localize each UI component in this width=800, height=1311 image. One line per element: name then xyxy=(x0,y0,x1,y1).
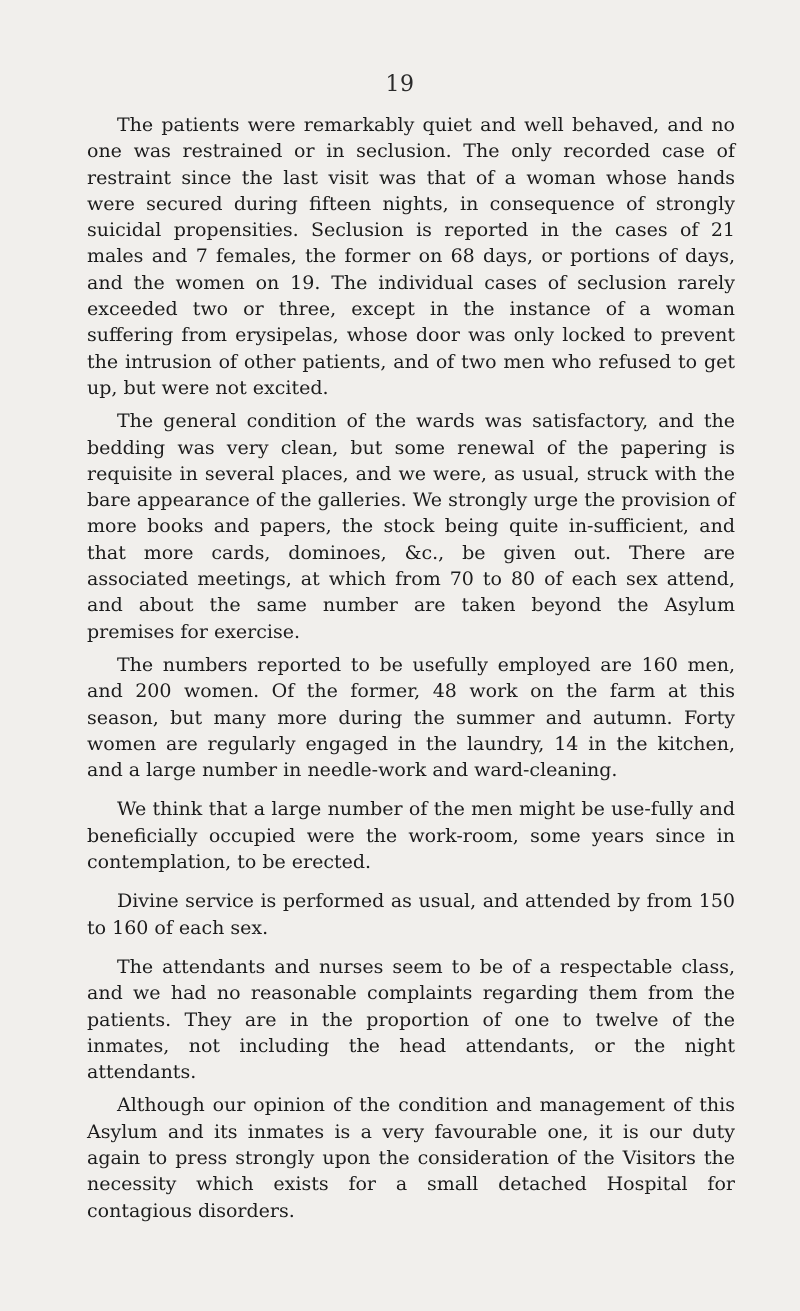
paragraph-attendants: The attendants and nurses seem to be of a respectable class, and we had no reasonable complaints regarding them from the patients. They are in the proportion of one to twelve of the inmates, not including the head attendants, or the night attendants. xyxy=(87,955,735,1084)
body-text xyxy=(87,112,735,1224)
paragraph-hospital-recommendation: Although our opinion of the condition and management of this Asylum and its inmates is a very favourable one, it is our duty again to press strongly upon the consideration of the Visitors the necessity which exists for a small detached Hospital for contagious disorders. xyxy=(87,1094,735,1222)
page-number: 19 xyxy=(385,72,415,97)
paragraph-work-room: We think that a large number of the men might be use-fully and beneficially occupied were the work-room, some years since in contemplation, to be erected. xyxy=(87,798,735,874)
paragraph-employment: The numbers reported to be usefully employed are 160 men, and 200 women. Of the former, 48 work on the farm at this season, but many more during the summer and autumn. Forty women are regularly engaged in the laundry, 14 in the kitchen, and a large number in needle-work and ward-cleaning. xyxy=(87,653,735,782)
paragraph-wards-condition: The general condition of the wards was satisfactory, and the bedding was very clean, but some renewal of the papering is requisite in several places, and we were, as usual, struck with the bare appearance of the galleries. We strongly urge the provision of more books and papers, the stock being quite in-sufficient, and that more cards, dominoes, &c., be given out. There are associated meetings, at which from 70 to 80 of each sex attend, and about the same number are taken beyond the Asylum premises for exercise. xyxy=(87,410,735,643)
paragraph-restraint-seclusion: The patients were remarkably quiet and well behaved, and no one was restrained or in seclusion. The only recorded case of restraint since the last visit was that of a woman whose hands were secured during fifteen nights, in consequence of strongly suicidal propensities. Seclusion is reported in the cases of 21 males and 7 females, the former on 68 days, or portions of days, and the women on 19. The individual cases of seclusion rarely exceeded two or three, except in the instance of a woman suffering from erysipelas, whose door was only locked to prevent the intrusion of other patients, and of two men who refused to get up, but were not excited. xyxy=(87,114,735,399)
paragraph-divine-service: Divine service is performed as usual, and attended by from 150 to 160 of each sex. xyxy=(87,890,735,939)
